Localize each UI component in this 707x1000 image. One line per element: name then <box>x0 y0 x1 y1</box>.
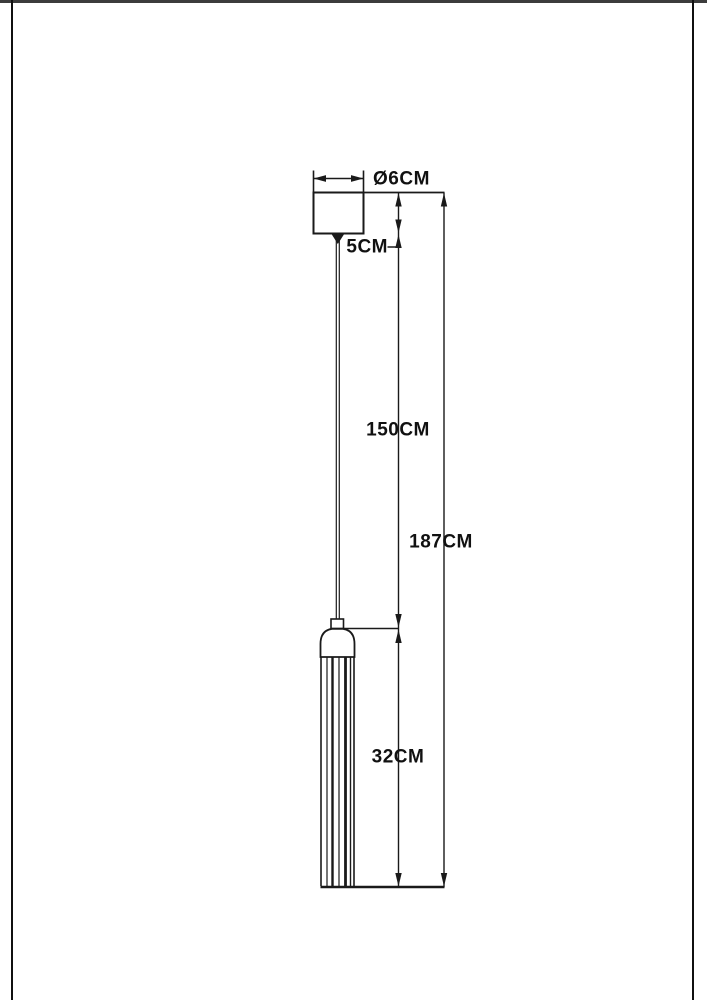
socket-nipple <box>331 619 344 629</box>
arrow-right-icon <box>351 175 364 182</box>
canopy-diameter-label: Ø6CM <box>373 168 430 190</box>
arrow-down-icon <box>395 614 401 628</box>
arrow-up-icon <box>395 193 401 207</box>
suspension-wire <box>332 234 345 620</box>
wire-anchor <box>332 234 345 244</box>
diameter-dimension-line <box>314 175 364 182</box>
lamp-holder-dome <box>321 629 355 657</box>
tubular-shade <box>321 657 354 886</box>
arrow-up-icon <box>395 235 401 249</box>
shade-height-label: 32CM <box>371 746 425 768</box>
arrow-down-icon <box>395 220 401 234</box>
arrow-up-icon <box>441 193 447 207</box>
arrow-up-icon <box>395 630 401 644</box>
arrow-down-icon <box>441 873 447 887</box>
arrow-down-icon <box>395 873 401 887</box>
overall-height-label: 187CM <box>409 531 473 553</box>
canopy-height-label: 5CM <box>346 236 388 258</box>
inner-dimension-line <box>388 193 402 888</box>
arrow-left-icon <box>314 175 327 182</box>
suspension-length-label: 150CM <box>366 419 430 441</box>
